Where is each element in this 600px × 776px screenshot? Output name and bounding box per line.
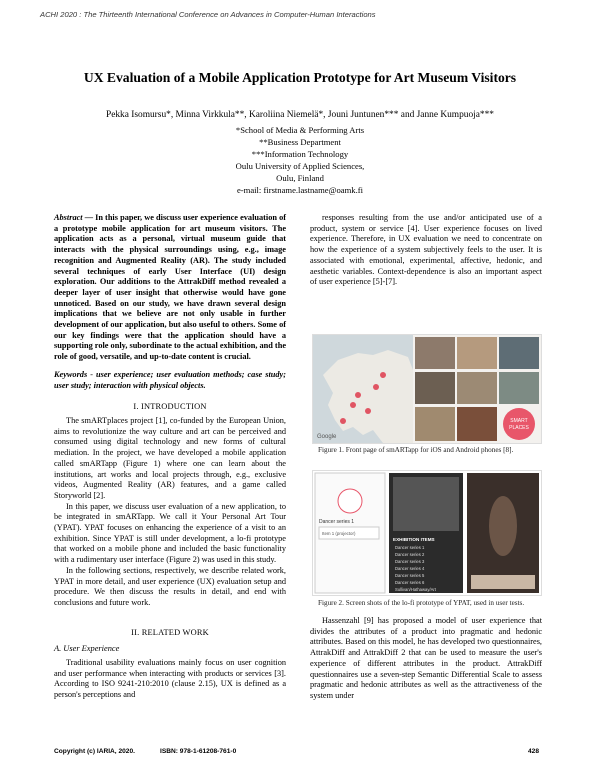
map-pin: [380, 372, 386, 378]
play-bar: [471, 575, 535, 589]
figure-1-image: [312, 334, 542, 444]
map-pin: [350, 402, 356, 408]
affiliation-line: **Business Department: [259, 137, 341, 147]
list-header: EXHIBITION ITEMS: [393, 537, 435, 542]
figure-2-image: [312, 470, 542, 596]
author-list: Pekka Isomursu*, Minna Virkkula**, Karoliina Niemelä*, Jouni Juntunen*** and Janne Kumpuoja***: [105, 110, 494, 120]
paragraph: Traditional usability evaluations mainly focus on user cognition and user performance when interacting with products or services [3]. According to ISO 9241-210:2010 (clause 2.15), UX is defined as a person's perceptions and: [54, 658, 286, 700]
footer-copyright: Copyright (c) IARIA, 2020.: [54, 748, 135, 755]
figure-1-caption: Figure 1. Front page of smARTapp for iOS and Android phones [8].: [318, 446, 514, 454]
introduction-body: [54, 416, 286, 609]
abstract: [54, 213, 286, 363]
prototype-screens: [313, 471, 541, 595]
map-pin: [340, 418, 346, 424]
photo-tile: [457, 337, 497, 369]
paper-title: UX Evaluation of a Mobile Application Prototype for Art Museum Visitors: [83, 70, 517, 85]
artwork-figure: [489, 496, 517, 556]
section-heading-related-work: II. RELATED WORK: [131, 628, 209, 637]
map-attribution: Google: [317, 434, 337, 440]
section-heading-introduction: I. INTRODUCTION: [133, 402, 207, 411]
logo-text: PLACES: [509, 425, 529, 431]
list-item: Dancer series 1: [395, 545, 425, 550]
affiliation-line: ***Information Technology: [251, 149, 349, 159]
running-header: ACHI 2020 : The Thirteenth International Conference on Advances in Computer-Human Interactions: [40, 10, 376, 19]
list-item: Dancer series 2: [395, 552, 425, 557]
keywords: Keywords - user experience; user evaluation methods; case study; user study; interaction with physical objects.: [54, 370, 286, 390]
list-item: Dancer series 6: [395, 580, 425, 585]
paragraph: The smARTplaces project [1], co-funded by the European Union, aims to revolutionize the way culture and art can be perceived and consumed using digital technology and new forms of cultural mediation. In the project, we have developed a mobile application called smARTapp (Figure 1) where one can learn about the institutions, art works and local projects through, e.g., exclusive videos, Augmented Reality (AR) features, and a game called Storyworld [2].: [54, 416, 286, 500]
photo-tile: [457, 407, 497, 441]
photo-tile: [415, 407, 455, 441]
photo-tile: [499, 337, 539, 369]
affiliation-line: *School of Media & Performing Arts: [235, 125, 365, 135]
photo-tile: [457, 372, 497, 404]
affiliation-email: e-mail: firstname.lastname@oamk.fi: [236, 185, 364, 195]
abstract-body: — In this paper, we discuss user experience evaluation of a prototype mobile application for art museum visitors. The application acts as a personal, virtual museum guide that interacts with the physical surroundings using, e.g., image recognition and Augmented Reality (AR). The study included several techniques of early User Interface (UI) design exploration. Our additions to the AttrakDiff method revealed a deeper layer of user insight that otherwise would have gone unnoticed. Based on our study, we have drawn several design implications that we believe are not only usable in further development of our application, but also useful to others. Some of our key findings were that the application should have a supporting role only, subordinate to the actual exhibition, and the role of good, versatile, and up-to-date content is crucial.: [54, 213, 286, 362]
smartplaces-logo: [503, 408, 535, 440]
screen-title: Dancer series 1: [319, 519, 355, 525]
camera-view: [393, 477, 459, 531]
smartplaces-logo: [338, 489, 362, 513]
list-item: Sullivan/Hathaway/Art: [395, 587, 436, 592]
page-number: 428: [528, 748, 540, 755]
affiliation-line: Oulu, Finland: [276, 173, 324, 183]
photo-tile: [499, 372, 539, 404]
figure-2-caption: Figure 2. Screen shots of the lo-fi prototype of YPAT, used in user tests.: [318, 599, 525, 607]
list-item: Dancer series 4: [395, 566, 425, 571]
paragraph: responses resulting from the use and/or anticipated use of a product, system or service [4]. User experience focuses on lived experience. Therefore, in UX evaluation we need to concentrate on how the experience of a system subjectively feels to the user. It is associated with emotional, experimental, affective, hedonic, and aesthetic variables. Context-dependence is also an important aspect of user experience [5]-[7].: [310, 213, 542, 287]
item-label: Item 1 (projector): [322, 531, 356, 536]
europe-map: [313, 335, 541, 443]
map-pin: [373, 384, 379, 390]
subsection-heading: A. User Experience: [54, 644, 120, 653]
map-pin: [355, 392, 361, 398]
list-item: Dancer series 5: [395, 573, 425, 578]
paragraph: Hassenzahl [9] has proposed a model of user experience that divides the attributes of a product into pragmatic and hedonic attributes. Based on this model, he has developed two questionnaires, AttrakDiff and AttrakDiff 2 that can be used to measure the user's experience of different attributes in the product. AttrakDiff questionnaires use a seven-step Semantic Differential Scale to assess pragmatic and hedonic attributes as well as the attractiveness of the system under: [310, 616, 542, 700]
list-item: Dancer series 3: [395, 559, 425, 564]
affiliation-line: Oulu University of Applied Sciences,: [235, 161, 365, 171]
photo-tile: [415, 372, 455, 404]
paragraph: In this paper, we discuss user evaluation of a new application, to be integrated in smARTapp. We call it Your Personal Art Tour (YPAT). YPAT focuses on enhancing the experience of a visit to an exhibition. Since YPAT is still under development, a lo-fi prototype that worked on a mobile phone and included the basic functionality with a rudimentary user interface (Figure 2) was used in this study.: [54, 501, 286, 565]
paragraph: In the following sections, respectively, we describe related work, YPAT in more detail, and user experience (UX) evaluation setup and procedure. We then discuss the results in detail, and end with conclusions and future work.: [54, 565, 286, 607]
abstract-label: Abstract: [54, 213, 83, 222]
affiliations: [0, 124, 600, 196]
map-pin: [365, 408, 371, 414]
photo-tile: [415, 337, 455, 369]
logo-text: SMART: [510, 418, 528, 424]
footer-isbn: ISBN: 978-1-61208-761-0: [160, 748, 237, 755]
